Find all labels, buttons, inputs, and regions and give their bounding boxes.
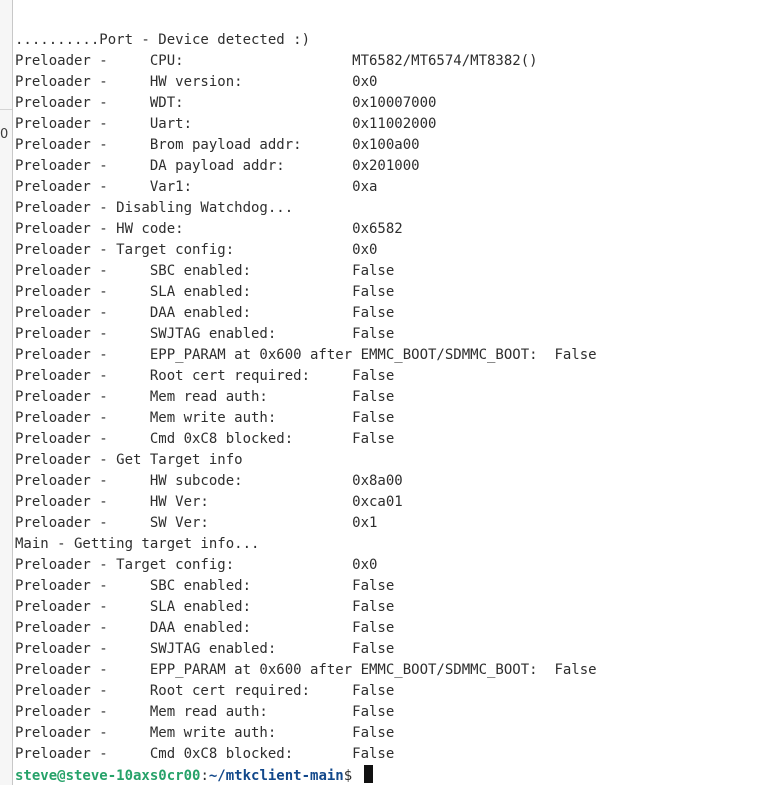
terminal-line: Preloader - SLA enabled: False xyxy=(15,599,395,615)
prompt-symbol: $ xyxy=(343,768,361,784)
prompt-user-host: steve@steve-10axs0cr00 xyxy=(15,768,201,784)
terminal-line: Preloader - Root cert required: False xyxy=(15,683,395,699)
terminal-line: Preloader - DAA enabled: False xyxy=(15,305,395,321)
terminal-line: Preloader - HW Ver: 0xca01 xyxy=(15,494,403,510)
text-cursor[interactable] xyxy=(364,765,373,783)
background-window-divider xyxy=(0,109,12,110)
terminal-line: Preloader - Cmd 0xC8 blocked: False xyxy=(15,431,395,447)
terminal-line: Preloader - HW subcode: 0x8a00 xyxy=(15,473,403,489)
prompt-path: ~/mtkclient-main xyxy=(208,768,344,784)
terminal-line: Preloader - Mem write auth: False xyxy=(15,725,395,741)
prompt-separator: : xyxy=(200,768,209,784)
terminal-line: Preloader - CPU: MT6582/MT6574/MT8382() xyxy=(15,53,538,69)
terminal-line: Preloader - WDT: 0x10007000 xyxy=(15,95,437,111)
terminal-line: Preloader - Mem read auth: False xyxy=(15,389,395,405)
terminal-line: Preloader - SWJTAG enabled: False xyxy=(15,641,395,657)
terminal-line: Preloader - Root cert required: False xyxy=(15,368,395,384)
terminal-line: Preloader - SBC enabled: False xyxy=(15,263,395,279)
terminal-line: Preloader - SW Ver: 0x1 xyxy=(15,515,378,531)
terminal-line: Preloader - Disabling Watchdog... xyxy=(15,200,294,216)
terminal-line: ..........Port - Device detected :) xyxy=(15,32,311,48)
terminal-line: Preloader - EPP_PARAM at 0x600 after EMMC_BOOT/SDMMC_BOOT: False xyxy=(15,662,597,678)
shell-prompt-line[interactable] xyxy=(15,765,763,786)
background-window-edge[interactable] xyxy=(0,0,13,785)
terminal-line: Preloader - Get Target info xyxy=(15,452,243,468)
terminal-line: Preloader - DA payload addr: 0x201000 xyxy=(15,158,420,174)
terminal-line: Preloader - Mem write auth: False xyxy=(15,410,395,426)
terminal-line: Preloader - Var1: 0xa xyxy=(15,179,378,195)
terminal-output[interactable] xyxy=(15,30,763,785)
terminal-line: Preloader - HW code: 0x6582 xyxy=(15,221,403,237)
terminal-line: Preloader - SLA enabled: False xyxy=(15,284,395,300)
terminal-line: Main - Getting target info... xyxy=(15,536,260,552)
terminal-line: Preloader - HW version: 0x0 xyxy=(15,74,378,90)
terminal-line: Preloader - SWJTAG enabled: False xyxy=(15,326,395,342)
terminal-line: Preloader - DAA enabled: False xyxy=(15,620,395,636)
terminal-line: Preloader - Brom payload addr: 0x100a00 xyxy=(15,137,420,153)
terminal-line: Preloader - Mem read auth: False xyxy=(15,704,395,720)
terminal-line: Preloader - Target config: 0x0 xyxy=(15,557,378,573)
terminal-line: Preloader - Cmd 0xC8 blocked: False xyxy=(15,746,395,762)
terminal-line: Preloader - Uart: 0x11002000 xyxy=(15,116,437,132)
background-window-text: 0 xyxy=(0,127,9,142)
terminal-line: Preloader - EPP_PARAM at 0x600 after EMMC_BOOT/SDMMC_BOOT: False xyxy=(15,347,597,363)
terminal-line: Preloader - Target config: 0x0 xyxy=(15,242,378,258)
terminal-line: Preloader - SBC enabled: False xyxy=(15,578,395,594)
